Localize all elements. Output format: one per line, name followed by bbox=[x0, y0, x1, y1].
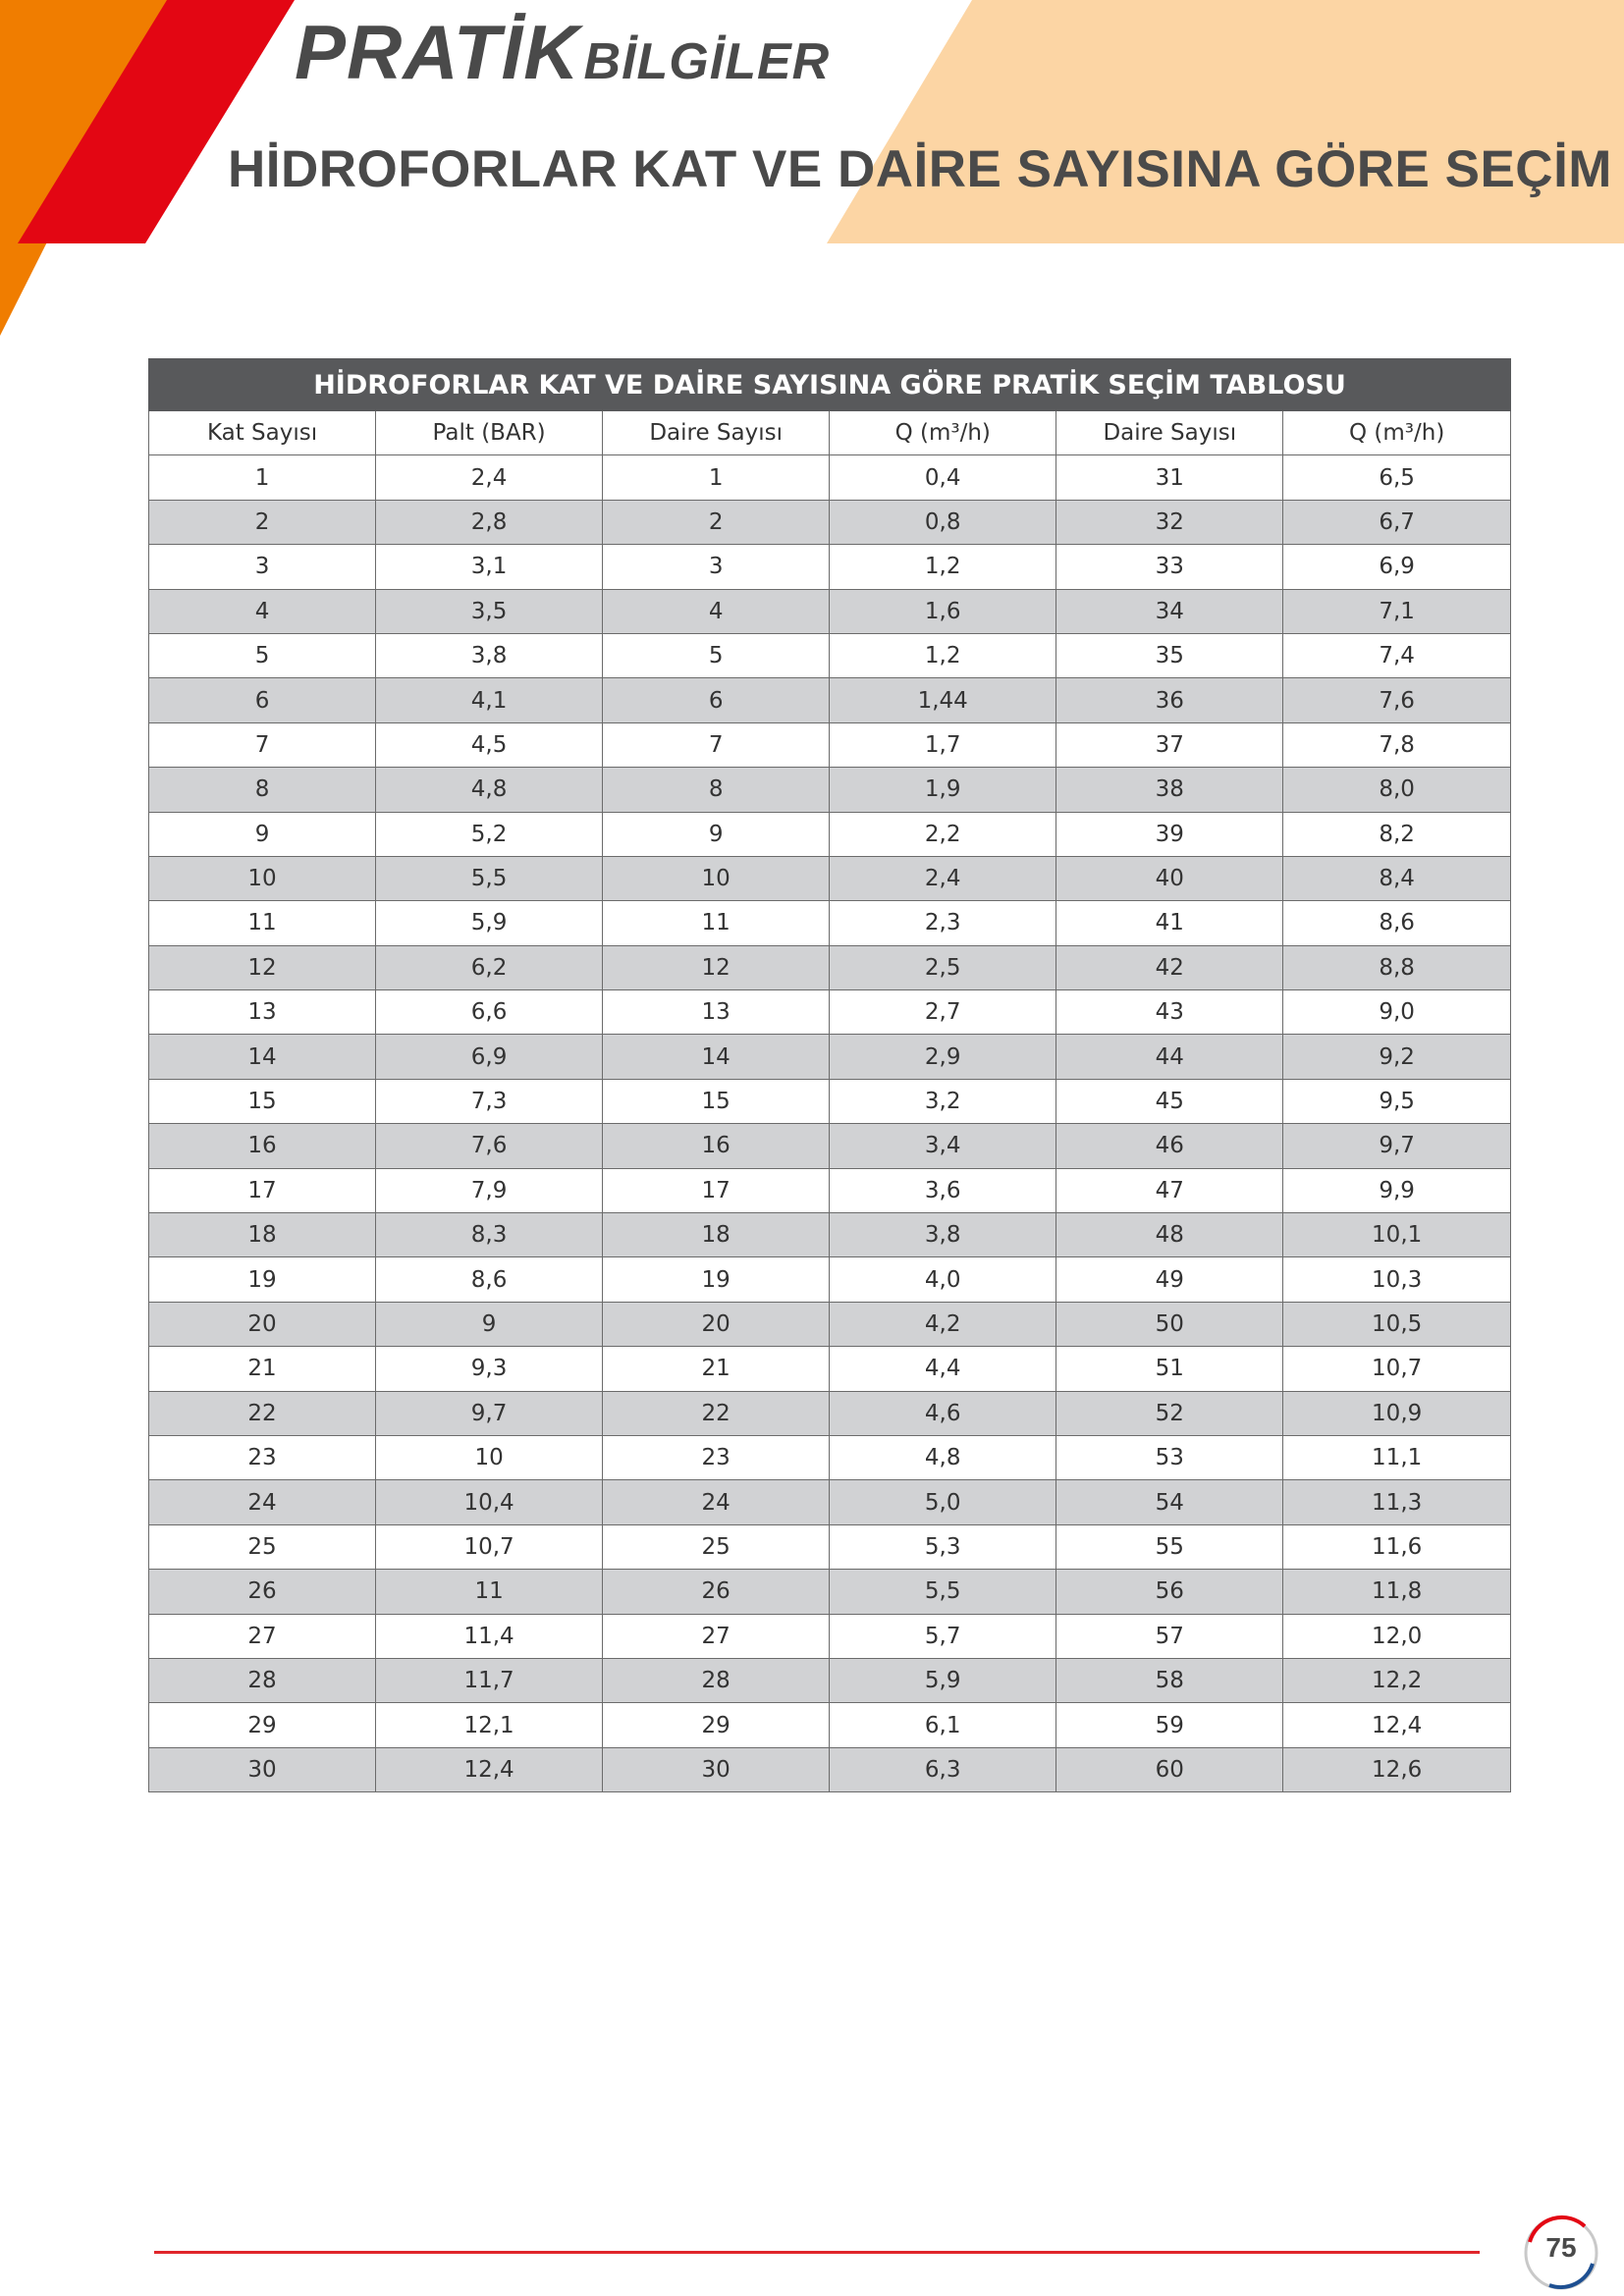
table-cell: 27 bbox=[603, 1614, 830, 1658]
table-cell: 9 bbox=[376, 1302, 603, 1346]
table-cell: 23 bbox=[149, 1435, 376, 1479]
table-cell: 3,8 bbox=[376, 633, 603, 677]
table-cell: 1 bbox=[149, 455, 376, 500]
table-cell: 53 bbox=[1056, 1435, 1283, 1479]
table-row bbox=[149, 1168, 1511, 1212]
table-cell: 46 bbox=[1056, 1124, 1283, 1168]
table-cell: 2,4 bbox=[830, 856, 1056, 900]
table-cell: 10 bbox=[376, 1435, 603, 1479]
table-cell: 3,6 bbox=[830, 1168, 1056, 1212]
table-cell: 4 bbox=[603, 589, 830, 633]
column-header: Daire Sayısı bbox=[1056, 411, 1283, 455]
table-cell: 27 bbox=[149, 1614, 376, 1658]
table-cell: 39 bbox=[1056, 812, 1283, 856]
brand-sub: BİLGİLER bbox=[583, 33, 831, 90]
table-title: HİDROFORLAR KAT VE DAİRE SAYISINA GÖRE PRATİK SEÇİM TABLOSU bbox=[149, 359, 1511, 411]
table-cell: 12,1 bbox=[376, 1703, 603, 1747]
table-cell: 6,6 bbox=[376, 990, 603, 1035]
table-cell: 28 bbox=[149, 1658, 376, 1702]
table-cell: 3 bbox=[603, 545, 830, 589]
table-cell: 11,3 bbox=[1283, 1480, 1511, 1524]
table-cell: 3,8 bbox=[830, 1213, 1056, 1257]
table-cell: 38 bbox=[1056, 768, 1283, 812]
table-row bbox=[149, 856, 1511, 900]
table-row bbox=[149, 589, 1511, 633]
table-row bbox=[149, 1257, 1511, 1302]
table-cell: 7,6 bbox=[1283, 678, 1511, 722]
column-header: Kat Sayısı bbox=[149, 411, 376, 455]
table-cell: 36 bbox=[1056, 678, 1283, 722]
table-cell: 29 bbox=[603, 1703, 830, 1747]
table-cell: 1,2 bbox=[830, 633, 1056, 677]
table-cell: 6,9 bbox=[1283, 545, 1511, 589]
table-cell: 2 bbox=[149, 500, 376, 544]
table-cell: 16 bbox=[603, 1124, 830, 1168]
table-cell: 14 bbox=[149, 1035, 376, 1079]
table-cell: 11 bbox=[376, 1570, 603, 1614]
table-cell: 3,4 bbox=[830, 1124, 1056, 1168]
table-cell: 10,7 bbox=[1283, 1347, 1511, 1391]
table-cell: 7,1 bbox=[1283, 589, 1511, 633]
table-cell: 16 bbox=[149, 1124, 376, 1168]
table-cell: 1,6 bbox=[830, 589, 1056, 633]
table-cell: 22 bbox=[603, 1391, 830, 1435]
table-cell: 9,9 bbox=[1283, 1168, 1511, 1212]
table-cell: 9,3 bbox=[376, 1347, 603, 1391]
table-cell: 12 bbox=[603, 945, 830, 989]
table-cell: 7 bbox=[149, 722, 376, 767]
brand-logo bbox=[295, 8, 830, 97]
table-cell: 5 bbox=[149, 633, 376, 677]
table-cell: 23 bbox=[603, 1435, 830, 1479]
table-cell: 10,7 bbox=[376, 1524, 603, 1569]
table-cell: 4,4 bbox=[830, 1347, 1056, 1391]
table-cell: 26 bbox=[603, 1570, 830, 1614]
table-cell: 2,7 bbox=[830, 990, 1056, 1035]
table-cell: 17 bbox=[149, 1168, 376, 1212]
table-cell: 5,5 bbox=[376, 856, 603, 900]
table-cell: 9 bbox=[149, 812, 376, 856]
table-cell: 47 bbox=[1056, 1168, 1283, 1212]
table-cell: 43 bbox=[1056, 990, 1283, 1035]
table-cell: 11 bbox=[603, 901, 830, 945]
table-cell: 40 bbox=[1056, 856, 1283, 900]
table-cell: 7,8 bbox=[1283, 722, 1511, 767]
table-cell: 5,3 bbox=[830, 1524, 1056, 1569]
table-row bbox=[149, 1213, 1511, 1257]
table-cell: 15 bbox=[149, 1079, 376, 1123]
table-cell: 5,0 bbox=[830, 1480, 1056, 1524]
table-cell: 55 bbox=[1056, 1524, 1283, 1569]
table-cell: 59 bbox=[1056, 1703, 1283, 1747]
table-cell: 1,44 bbox=[830, 678, 1056, 722]
table-cell: 10,4 bbox=[376, 1480, 603, 1524]
peach-band bbox=[827, 0, 1624, 243]
table-row bbox=[149, 1570, 1511, 1614]
table-row bbox=[149, 455, 1511, 500]
table-cell: 45 bbox=[1056, 1079, 1283, 1123]
table-row bbox=[149, 1302, 1511, 1346]
footer-divider bbox=[154, 2251, 1480, 2254]
table-cell: 19 bbox=[603, 1257, 830, 1302]
table-cell: 9,7 bbox=[1283, 1124, 1511, 1168]
table-row bbox=[149, 1035, 1511, 1079]
table-cell: 5 bbox=[603, 633, 830, 677]
table-cell: 8,6 bbox=[376, 1257, 603, 1302]
table-cell: 19 bbox=[149, 1257, 376, 1302]
table-cell: 5,2 bbox=[376, 812, 603, 856]
table-cell: 25 bbox=[149, 1524, 376, 1569]
table-cell: 6 bbox=[149, 678, 376, 722]
table-cell: 21 bbox=[603, 1347, 830, 1391]
table-cell: 9,7 bbox=[376, 1391, 603, 1435]
table-cell: 2,3 bbox=[830, 901, 1056, 945]
table-cell: 25 bbox=[603, 1524, 830, 1569]
column-header: Daire Sayısı bbox=[603, 411, 830, 455]
table-cell: 17 bbox=[603, 1168, 830, 1212]
table-cell: 5,7 bbox=[830, 1614, 1056, 1658]
table-cell: 35 bbox=[1056, 633, 1283, 677]
table-cell: 56 bbox=[1056, 1570, 1283, 1614]
table-cell: 10,1 bbox=[1283, 1213, 1511, 1257]
table-cell: 8,4 bbox=[1283, 856, 1511, 900]
table-cell: 12,6 bbox=[1283, 1747, 1511, 1791]
table-cell: 10 bbox=[603, 856, 830, 900]
table-cell: 8,3 bbox=[376, 1213, 603, 1257]
table-row bbox=[149, 1079, 1511, 1123]
table-cell: 4,5 bbox=[376, 722, 603, 767]
table-cell: 4 bbox=[149, 589, 376, 633]
table-cell: 1,9 bbox=[830, 768, 1056, 812]
table-cell: 60 bbox=[1056, 1747, 1283, 1791]
table-cell: 11,4 bbox=[376, 1614, 603, 1658]
table-cell: 8,0 bbox=[1283, 768, 1511, 812]
table-cell: 1,7 bbox=[830, 722, 1056, 767]
table-row bbox=[149, 1480, 1511, 1524]
table-cell: 2,8 bbox=[376, 500, 603, 544]
table-cell: 6 bbox=[603, 678, 830, 722]
table-cell: 6,1 bbox=[830, 1703, 1056, 1747]
table-cell: 20 bbox=[603, 1302, 830, 1346]
page-title: HİDROFORLAR KAT VE DAİRE SAYISINA GÖRE SEÇİM bbox=[228, 140, 1612, 198]
table-cell: 50 bbox=[1056, 1302, 1283, 1346]
table-cell: 11,8 bbox=[1283, 1570, 1511, 1614]
table-cell: 12,2 bbox=[1283, 1658, 1511, 1702]
table-cell: 41 bbox=[1056, 901, 1283, 945]
table-cell: 44 bbox=[1056, 1035, 1283, 1079]
column-header: Q (m³/h) bbox=[1283, 411, 1511, 455]
column-header: Q (m³/h) bbox=[830, 411, 1056, 455]
selection-table bbox=[148, 358, 1511, 1792]
table-cell: 9,0 bbox=[1283, 990, 1511, 1035]
table-cell: 13 bbox=[603, 990, 830, 1035]
table-row bbox=[149, 1747, 1511, 1791]
table-cell: 52 bbox=[1056, 1391, 1283, 1435]
table-cell: 24 bbox=[603, 1480, 830, 1524]
table-row bbox=[149, 1435, 1511, 1479]
column-header: Palt (BAR) bbox=[376, 411, 603, 455]
table-cell: 12,4 bbox=[376, 1747, 603, 1791]
table-cell: 30 bbox=[149, 1747, 376, 1791]
table-cell: 8,6 bbox=[1283, 901, 1511, 945]
table-cell: 3,2 bbox=[830, 1079, 1056, 1123]
table-cell: 8,2 bbox=[1283, 812, 1511, 856]
table-cell: 9 bbox=[603, 812, 830, 856]
table-row bbox=[149, 945, 1511, 989]
table-cell: 22 bbox=[149, 1391, 376, 1435]
page-number: 75 bbox=[1545, 2232, 1577, 2263]
table-row bbox=[149, 1658, 1511, 1702]
table-cell: 6,7 bbox=[1283, 500, 1511, 544]
table-cell: 26 bbox=[149, 1570, 376, 1614]
table-cell: 58 bbox=[1056, 1658, 1283, 1702]
table-cell: 1 bbox=[603, 455, 830, 500]
column-header-row bbox=[149, 411, 1511, 455]
table-cell: 48 bbox=[1056, 1213, 1283, 1257]
selection-table-container bbox=[148, 358, 1511, 1792]
table-row bbox=[149, 678, 1511, 722]
table-cell: 12 bbox=[149, 945, 376, 989]
table-cell: 32 bbox=[1056, 500, 1283, 544]
table-cell: 3,1 bbox=[376, 545, 603, 589]
table-cell: 18 bbox=[603, 1213, 830, 1257]
table-cell: 37 bbox=[1056, 722, 1283, 767]
table-cell: 0,8 bbox=[830, 500, 1056, 544]
table-cell: 4,2 bbox=[830, 1302, 1056, 1346]
table-row bbox=[149, 1347, 1511, 1391]
table-row bbox=[149, 722, 1511, 767]
table-cell: 31 bbox=[1056, 455, 1283, 500]
table-cell: 24 bbox=[149, 1480, 376, 1524]
table-cell: 0,4 bbox=[830, 455, 1056, 500]
table-cell: 8,8 bbox=[1283, 945, 1511, 989]
table-cell: 7 bbox=[603, 722, 830, 767]
table-cell: 20 bbox=[149, 1302, 376, 1346]
table-cell: 4,1 bbox=[376, 678, 603, 722]
table-row bbox=[149, 990, 1511, 1035]
table-cell: 6,9 bbox=[376, 1035, 603, 1079]
table-cell: 10 bbox=[149, 856, 376, 900]
table-cell: 10,5 bbox=[1283, 1302, 1511, 1346]
table-cell: 9,5 bbox=[1283, 1079, 1511, 1123]
table-cell: 5,5 bbox=[830, 1570, 1056, 1614]
table-row bbox=[149, 500, 1511, 544]
table-row bbox=[149, 1391, 1511, 1435]
table-cell: 21 bbox=[149, 1347, 376, 1391]
table-cell: 11 bbox=[149, 901, 376, 945]
table-row bbox=[149, 901, 1511, 945]
brand-main: PRATİK bbox=[295, 9, 580, 95]
table-cell: 9,2 bbox=[1283, 1035, 1511, 1079]
table-cell: 5,9 bbox=[830, 1658, 1056, 1702]
table-row bbox=[149, 1124, 1511, 1168]
table-cell: 51 bbox=[1056, 1347, 1283, 1391]
table-cell: 11,1 bbox=[1283, 1435, 1511, 1479]
table-cell: 1,2 bbox=[830, 545, 1056, 589]
table-cell: 57 bbox=[1056, 1614, 1283, 1658]
table-cell: 3 bbox=[149, 545, 376, 589]
table-cell: 7,3 bbox=[376, 1079, 603, 1123]
table-cell: 10,3 bbox=[1283, 1257, 1511, 1302]
table-cell: 6,5 bbox=[1283, 455, 1511, 500]
table-row bbox=[149, 1614, 1511, 1658]
table-cell: 15 bbox=[603, 1079, 830, 1123]
table-cell: 28 bbox=[603, 1658, 830, 1702]
table-cell: 2,5 bbox=[830, 945, 1056, 989]
table-cell: 33 bbox=[1056, 545, 1283, 589]
table-cell: 14 bbox=[603, 1035, 830, 1079]
table-cell: 2,4 bbox=[376, 455, 603, 500]
table-cell: 4,8 bbox=[830, 1435, 1056, 1479]
table-cell: 8 bbox=[149, 768, 376, 812]
table-cell: 6,3 bbox=[830, 1747, 1056, 1791]
table-cell: 10,9 bbox=[1283, 1391, 1511, 1435]
table-row bbox=[149, 1524, 1511, 1569]
table-cell: 4,6 bbox=[830, 1391, 1056, 1435]
table-cell: 54 bbox=[1056, 1480, 1283, 1524]
table-row bbox=[149, 633, 1511, 677]
table-cell: 12,4 bbox=[1283, 1703, 1511, 1747]
table-cell: 11,6 bbox=[1283, 1524, 1511, 1569]
table-row bbox=[149, 1703, 1511, 1747]
table-cell: 11,7 bbox=[376, 1658, 603, 1702]
table-cell: 12,0 bbox=[1283, 1614, 1511, 1658]
table-cell: 4,0 bbox=[830, 1257, 1056, 1302]
table-cell: 8 bbox=[603, 768, 830, 812]
table-cell: 2,9 bbox=[830, 1035, 1056, 1079]
table-cell: 4,8 bbox=[376, 768, 603, 812]
table-cell: 7,4 bbox=[1283, 633, 1511, 677]
table-cell: 49 bbox=[1056, 1257, 1283, 1302]
table-cell: 7,9 bbox=[376, 1168, 603, 1212]
table-cell: 18 bbox=[149, 1213, 376, 1257]
table-cell: 30 bbox=[603, 1747, 830, 1791]
table-row bbox=[149, 768, 1511, 812]
table-cell: 42 bbox=[1056, 945, 1283, 989]
table-cell: 2 bbox=[603, 500, 830, 544]
table-cell: 5,9 bbox=[376, 901, 603, 945]
table-row bbox=[149, 812, 1511, 856]
table-cell: 29 bbox=[149, 1703, 376, 1747]
table-cell: 2,2 bbox=[830, 812, 1056, 856]
table-row bbox=[149, 545, 1511, 589]
table-cell: 34 bbox=[1056, 589, 1283, 633]
table-cell: 3,5 bbox=[376, 589, 603, 633]
table-cell: 6,2 bbox=[376, 945, 603, 989]
table-cell: 13 bbox=[149, 990, 376, 1035]
table-cell: 7,6 bbox=[376, 1124, 603, 1168]
